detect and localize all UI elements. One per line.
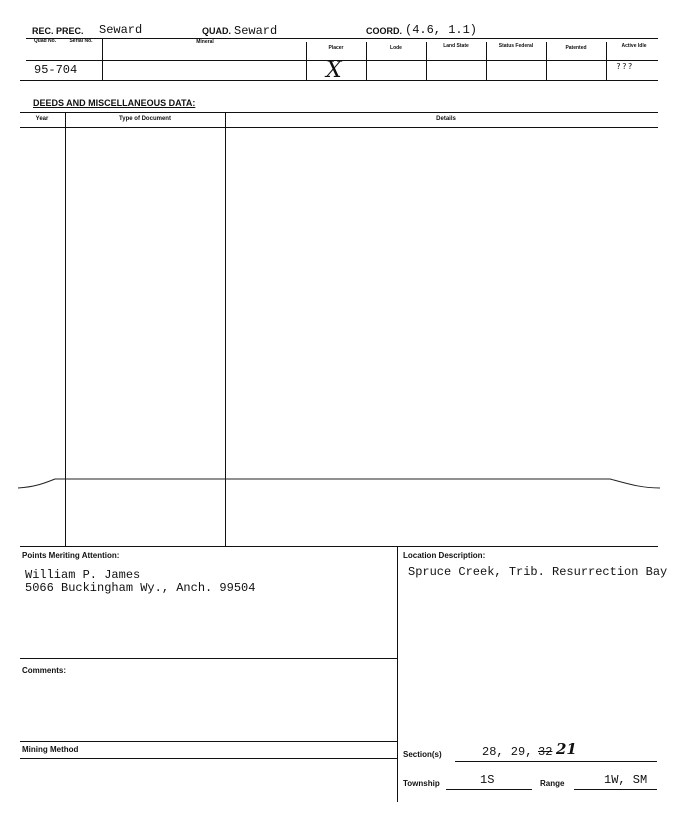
col-active-idle: Active Idle (621, 43, 647, 49)
col-type-of-document: Type of Document (119, 116, 171, 122)
col-quad-no: Quad No. (33, 38, 57, 44)
mining-method-label: Mining Method (22, 745, 79, 754)
township-label: Township (403, 779, 440, 788)
sections-value: 28, 29, (482, 745, 533, 759)
mining-method-rule (20, 758, 397, 759)
location-description-label: Location Description: (403, 551, 486, 560)
col-divider (102, 38, 103, 80)
points-bottom-rule (20, 658, 397, 659)
sections-struck-value: 32 (538, 745, 553, 759)
col-serial-no: Serial No. (69, 38, 93, 44)
rec-prec-label: REC. PREC. (32, 26, 84, 36)
comments-bottom-rule (20, 741, 397, 742)
deeds-title: DEEDS AND MISCELLANEOUS DATA: (33, 98, 196, 108)
col-status-federal: Status Federal (498, 43, 534, 49)
col-divider (306, 42, 307, 80)
rec-prec-value: Seward (99, 23, 143, 37)
col-divider (606, 42, 607, 80)
points-line-2: 5066 Buckingham Wy., Anch. 99504 (25, 581, 256, 595)
col-patented: Patented (565, 45, 587, 51)
quad-value: Seward (234, 24, 278, 38)
deeds-header-rule (20, 127, 658, 128)
township-underline (446, 789, 532, 790)
header-mid-rule (26, 60, 658, 61)
range-value: 1W, SM (604, 773, 648, 787)
col-divider (486, 42, 487, 80)
points-line-1: William P. James (25, 568, 141, 582)
col-year: Year (35, 116, 49, 122)
quad-no-value: 95-704 (34, 63, 78, 77)
township-value: 1S (480, 773, 495, 787)
sections-underline (455, 761, 657, 762)
col-divider (546, 42, 547, 80)
col-divider (366, 42, 367, 80)
comments-label: Comments: (22, 666, 67, 675)
col-lode: Lode (390, 45, 402, 51)
quad-label: QUAD. (202, 26, 231, 36)
points-meriting-attention-label: Points Meriting Attention: (22, 551, 120, 560)
placer-check-mark: X (326, 58, 342, 83)
col-details: Details (436, 116, 456, 122)
coord-value: (4.6, 1.1) (405, 23, 478, 37)
deeds-bottom-rule (20, 546, 658, 547)
sections-handwritten-value: 21 (556, 740, 577, 758)
page-fold-line (0, 468, 678, 498)
deeds-top-rule (20, 112, 658, 113)
bottom-center-divider (397, 546, 398, 802)
coord-label: COORD. (366, 26, 402, 36)
col-divider (426, 42, 427, 80)
col-mineral: Mineral (196, 39, 214, 45)
col-land-state: Land State (443, 43, 469, 49)
location-description-value: Spruce Creek, Trib. Resurrection Bay (408, 565, 668, 579)
range-label: Range (540, 779, 565, 788)
header-top-rule (26, 38, 658, 39)
range-underline (574, 789, 657, 790)
sections-label: Section(s) (403, 750, 442, 759)
active-idle-mark: ??? (616, 62, 634, 71)
col-placer: Placer (328, 45, 344, 51)
